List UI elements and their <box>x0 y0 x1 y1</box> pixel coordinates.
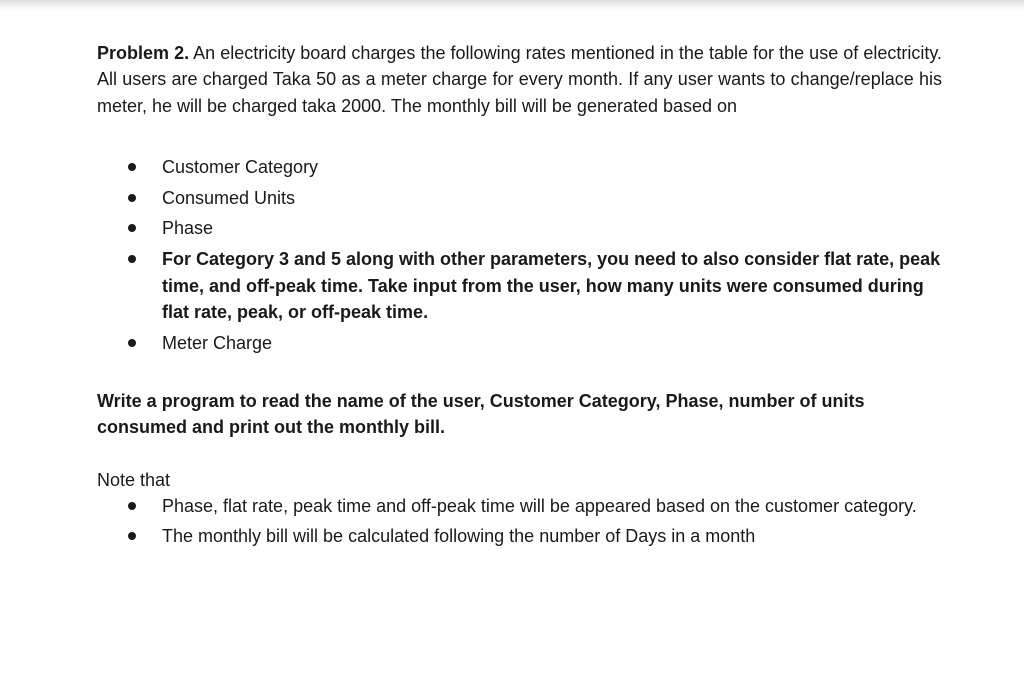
problem-intro-paragraph <box>97 40 942 119</box>
note-item-monthly-bill: The monthly bill will be calculated following the number of Days in a month <box>97 523 942 549</box>
top-edge-shadow <box>0 0 1024 10</box>
problem-label: Problem 2. <box>97 43 190 63</box>
note-item-phase: Phase, flat rate, peak time and off-peak time will be appeared based on the customer category. <box>97 493 942 519</box>
bill-parameters-list <box>97 154 942 356</box>
list-item-consumed-units: Consumed Units <box>97 185 942 211</box>
note-list <box>97 493 942 550</box>
list-item-meter-charge: Meter Charge <box>97 330 942 356</box>
list-item-customer-category: Customer Category <box>97 154 942 180</box>
task-statement: Write a program to read the name of the user, Customer Category, Phase, number of units consumed and print out the monthly bill. <box>97 390 865 438</box>
problem-intro-text: An electricity board charges the following rates mentioned in the table for the use of electricity. All users are charged Taka 50 as a meter charge for every month. If any user wants to change/replace his meter, he will be charged taka 2000. The monthly bill will be generated based on <box>97 43 943 116</box>
note-heading: Note that <box>97 469 171 490</box>
list-item-category-3-5-note: For Category 3 and 5 along with other parameters, you need to also consider flat rate, peak time, and off-peak time. Take input from the user, how many units were consumed during flat rate, peak, or off-peak time. <box>97 246 942 325</box>
document-page <box>97 40 942 553</box>
list-item-phase: Phase <box>97 215 942 241</box>
